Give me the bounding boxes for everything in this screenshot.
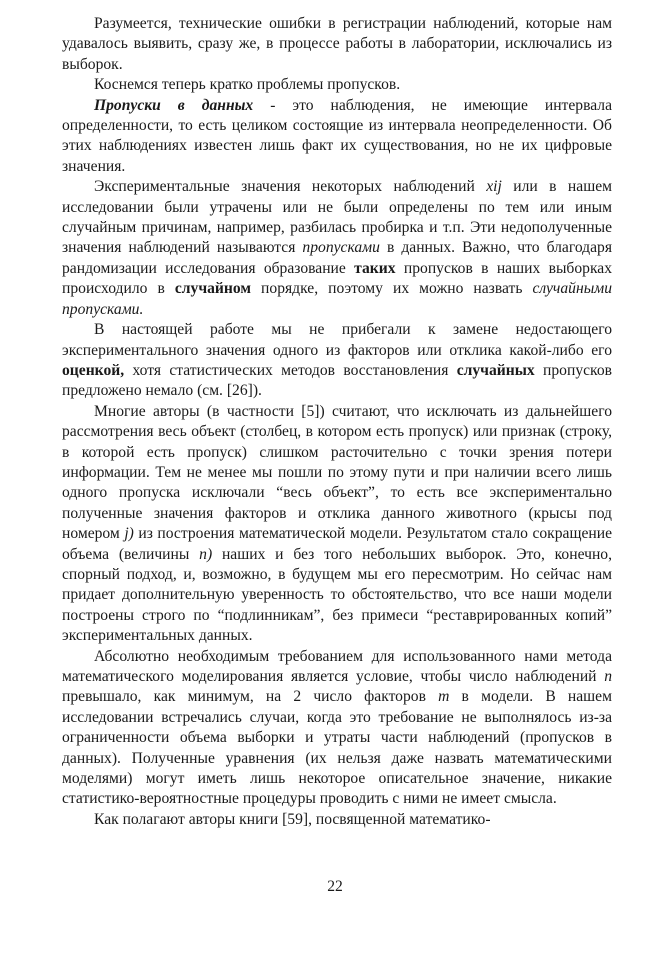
text-run: случайными пропусками. bbox=[62, 280, 612, 318]
text-run: m bbox=[438, 688, 450, 706]
text-run: пропусков в наших выборках происходило в bbox=[62, 259, 613, 298]
text-run: Пропуски в данных bbox=[94, 96, 254, 114]
text-run: хотя статистических методов восстановления bbox=[124, 361, 457, 379]
text-run: случайном bbox=[174, 280, 252, 298]
text-run: случайных bbox=[456, 361, 535, 379]
text-run: Абсолютно необходимым требованием для использованного нами метода математического моделирования является условие, чтобы число наблюдений bbox=[62, 647, 612, 685]
text-run: В настоящей работе мы не прибегали к замене недостающего экспериментального значения одного из факторов или отклика какой-либо его bbox=[62, 321, 612, 359]
text-run: превышало, как минимум, на 2 число факторов bbox=[62, 688, 439, 706]
paragraph bbox=[62, 75, 612, 95]
text-run: в модели. В нашем исследовании встречались случаи, когда это требование не выполнялось из-за ограниченности объема выборки и утраты части наблюдений (пропусков в данных). Полученные уравнения (их нельзя даже назвать математическими моделями) могут иметь лишь некоторое описательное значение, никакие статистико-вероятностные процедуры проводить с ними не имеет смысла. bbox=[62, 688, 612, 808]
text-run: Разумеется, технические ошибки в регистрации наблюдений, которые нам удавалось выявить, сразу же, в процессе работы в лаборатории, исключались из выборок. bbox=[62, 15, 612, 73]
text-run: порядке, поэтому их можно назвать bbox=[251, 280, 533, 298]
text-run: Многие авторы (в частности [5]) считают, что исключать из дальнейшего рассмотрения весь объект (столбец, в котором есть пропуск) или признак (строку, в которой есть пропуск) слишком расточительно с точки зрения потери информации. Тем не менее мы пошли по этому пути и при наличии всего лишь одного пропуска исключали “весь объект”, то есть все экспериментально полученные значения факторов и отклика данного животного (крысы под номером bbox=[62, 402, 612, 543]
paragraph bbox=[62, 14, 612, 75]
text-run: Экспериментальные значения некоторых наблюдений bbox=[94, 178, 487, 196]
text-run: Как полагают авторы книги [59], посвященной математико- bbox=[94, 810, 491, 828]
text-run: в данных. Важно, что благодаря рандомизации исследования образование bbox=[62, 239, 612, 277]
text-run: пропусками bbox=[302, 239, 380, 257]
text-run: таких bbox=[354, 259, 396, 277]
text-run: j) bbox=[124, 525, 134, 543]
text-run: Коснемся теперь кратко проблемы пропусков. bbox=[94, 76, 401, 94]
text-run: из построения математической модели. Результатом стало сокращение объема (величины bbox=[62, 525, 612, 563]
paragraph bbox=[62, 96, 612, 178]
paragraph bbox=[62, 177, 612, 320]
text-run: пропусков предложено немало (см. [26]). bbox=[62, 361, 612, 400]
body-text bbox=[62, 14, 612, 830]
page-number: 22 bbox=[327, 878, 343, 895]
paragraph bbox=[62, 320, 612, 402]
text-run: оценкой, bbox=[62, 361, 125, 379]
text-run: или в нашем исследовании были утрачены или не были определены по тем или иным случайным причинам, например, разбилась пробирка и т.п. Эти недополученные значения наблюдений называются bbox=[62, 178, 612, 257]
text-run: xij bbox=[486, 178, 502, 196]
paragraph bbox=[62, 810, 612, 830]
text-run: n bbox=[604, 668, 612, 685]
paragraph bbox=[62, 647, 612, 810]
paragraph bbox=[62, 402, 612, 647]
text-run: - это наблюдения, не имеющие интервала определенности, то есть целиком состоящие из интервала неопределенности. Об этих наблюдениях известен лишь факт их существования, но не их цифровые значения. bbox=[62, 96, 612, 175]
text-run: наших и без того небольших выборок. Это, конечно, спорный подход, и, возможно, в будущем мы его пересмотрим. Но сейчас нам придает дополнительную уверенность то обстоятельство, что все наши модели построены строго по “подлинникам”, без примеси “реставрированных копий” экспериментальных данных. bbox=[62, 545, 612, 645]
text-run: n) bbox=[199, 545, 213, 563]
